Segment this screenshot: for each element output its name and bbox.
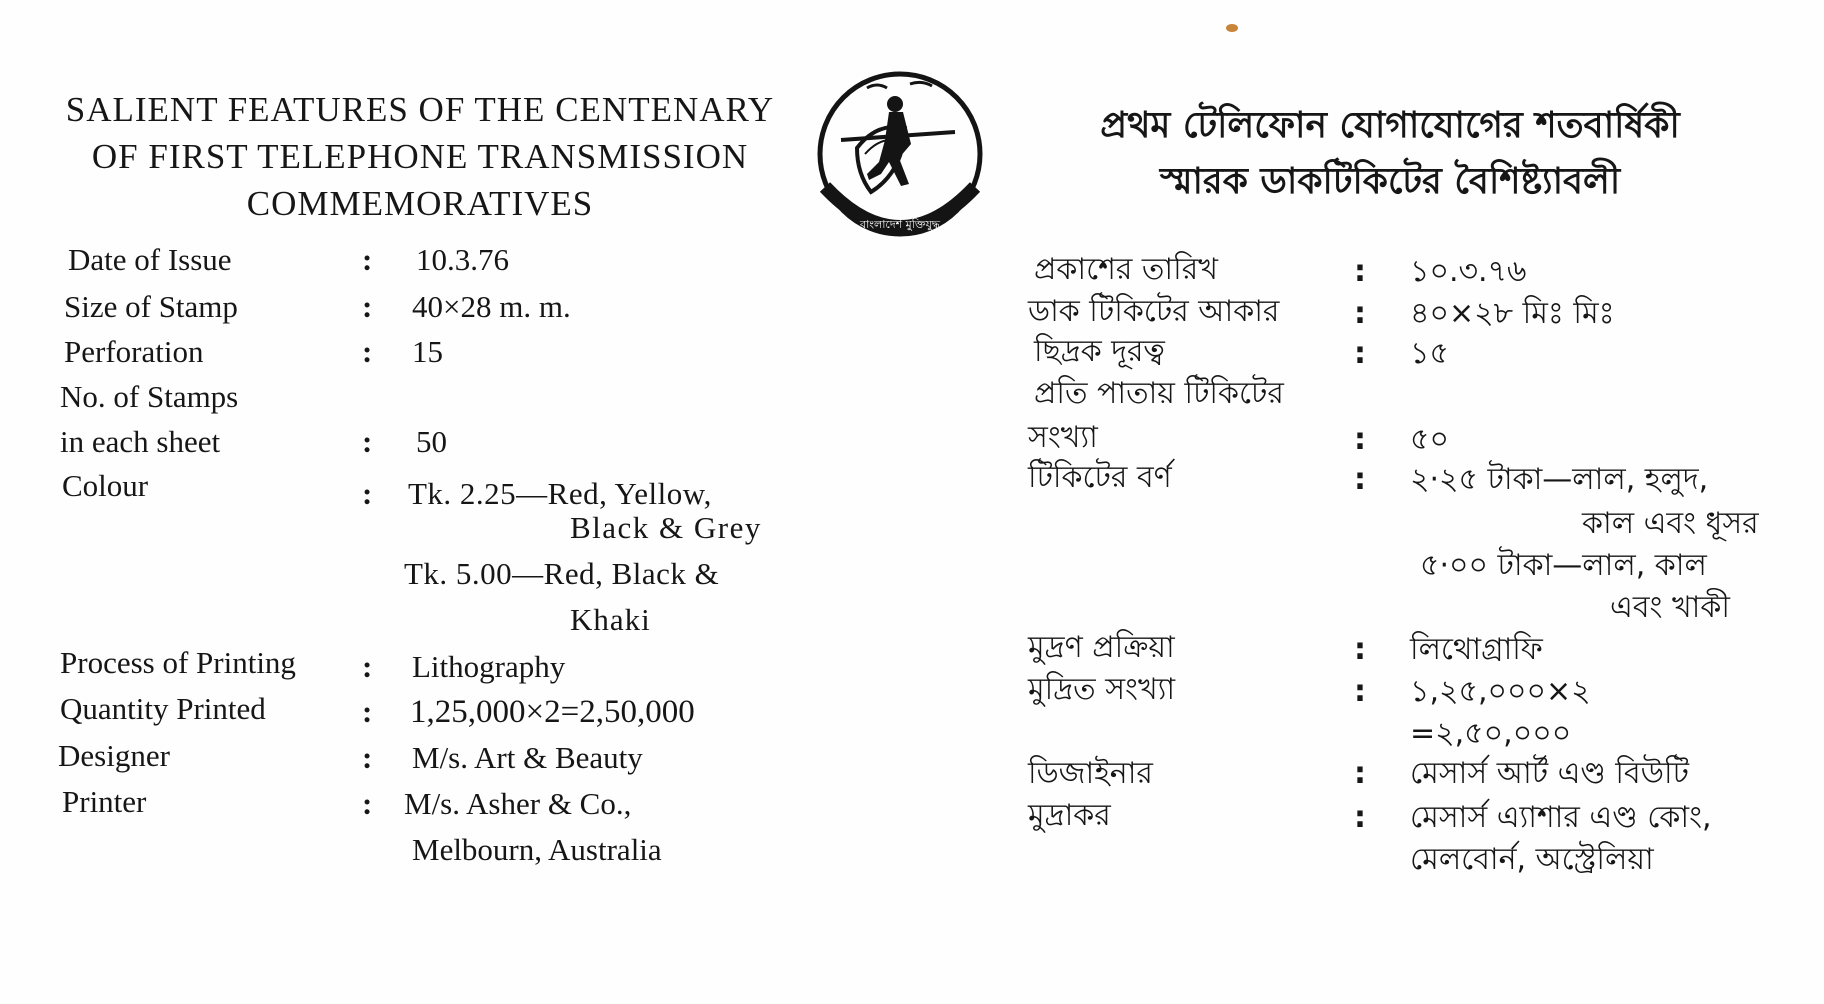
quantity-printed-value: 1,25,000×2=2,50,000: [410, 694, 695, 730]
colour-value-line: Black & Grey: [570, 510, 762, 545]
colour-value-line: Khaki: [570, 602, 651, 637]
bn-no-of-stamps-label-continued: সংখ্যা: [1028, 420, 1098, 455]
bn-date-of-issue-label: প্রকাশের তারিখ: [1034, 252, 1218, 287]
bn-date-of-issue-value: ১০.৩.৭৬: [1410, 254, 1527, 289]
perforation-value: 15: [412, 334, 443, 369]
bengali-title: [1020, 98, 1760, 210]
bn-designer-value: মেসার্স আর্ট এণ্ড বিউটি: [1410, 756, 1689, 791]
process-of-printing-colon: :: [362, 649, 373, 684]
paper-stain: [1226, 24, 1238, 32]
bn-size-of-stamp-label: ডাক টিকিটের আকার: [1028, 294, 1280, 329]
bn-colour-value-line: এবং খাকী: [1610, 590, 1730, 625]
colour-value-line: Tk. 5.00—Red, Black &: [404, 556, 720, 591]
english-title: [30, 86, 810, 227]
bn-quantity-printed-value-line: ১,২৫,০০০×২: [1410, 674, 1591, 709]
bn-no-of-stamps-colon: :: [1354, 422, 1366, 457]
no-of-stamps-label: No. of Stamps: [60, 379, 239, 414]
bn-designer-colon: :: [1354, 756, 1366, 791]
seal-caption: বাংলাদেশ মুক্তিযুদ্ধ: [860, 218, 940, 231]
no-of-stamps-label-continued: in each sheet: [60, 424, 221, 459]
size-of-stamp-colon: :: [362, 289, 373, 324]
printer-colon: :: [362, 786, 373, 821]
english-title-line: COMMEMORATIVES: [246, 184, 594, 223]
size-of-stamp-value: 40×28 m. m.: [412, 289, 571, 324]
bn-printer-value-line: মেসার্স এ্যাশার এণ্ড কোং,: [1410, 800, 1712, 835]
mukti-bahini-seal-icon: [805, 62, 995, 252]
designer-label: Designer: [58, 738, 170, 773]
perforation-colon: :: [362, 334, 373, 369]
bn-colour-value-line: কাল এবং ধূসর: [1582, 506, 1759, 541]
bn-printer-value-line: মেলবোর্ন, অস্ট্রেলিয়া: [1410, 842, 1654, 877]
bn-designer-label: ডিজাইনার: [1028, 756, 1153, 791]
printer-value-line: Melbourn, Australia: [412, 832, 662, 867]
bn-quantity-printed-label: মুদ্রিত সংখ্যা: [1028, 672, 1176, 707]
colour-label: Colour: [62, 468, 149, 503]
bn-process-of-printing-colon: :: [1354, 632, 1366, 667]
date-of-issue-value: 10.3.76: [416, 242, 509, 277]
bn-quantity-printed-value-line: =২,৫০,০০০: [1410, 716, 1572, 751]
perforation-label: Perforation: [64, 334, 204, 369]
designer-colon: :: [362, 740, 373, 775]
bn-process-of-printing-label: মুদ্রণ প্রক্রিয়া: [1028, 630, 1175, 665]
english-title-line: SALIENT FEATURES OF THE CENTENARY: [65, 90, 775, 129]
colour-value-line: Tk. 2.25—Red, Yellow,: [408, 476, 712, 511]
no-of-stamps-value: 50: [416, 424, 447, 459]
no-of-stamps-colon: :: [362, 424, 373, 459]
bn-colour-label: টিকিটের বর্ণ: [1028, 460, 1172, 495]
bengali-title-line: স্মারক ডাকটিকিটের বৈশিষ্ট্যাবলী: [1159, 161, 1621, 202]
colour-colon: :: [362, 476, 373, 511]
quantity-printed-colon: :: [362, 694, 373, 729]
printer-label: Printer: [62, 784, 147, 819]
bengali-title-line: প্রথম টেলিফোন যোগাযোগের শতবার্ষিকী: [1100, 105, 1680, 146]
quantity-printed-label: Quantity Printed: [60, 691, 266, 726]
english-title-line: OF FIRST TELEPHONE TRANSMISSION: [91, 137, 749, 176]
bn-size-of-stamp-colon: :: [1354, 296, 1366, 331]
bn-process-of-printing-value: লিথোগ্রাফি: [1410, 632, 1543, 667]
bn-no-of-stamps-label: প্রতি পাতায় টিকিটের: [1034, 376, 1284, 411]
process-of-printing-value: Lithography: [412, 649, 566, 684]
bn-printer-label: মুদ্রাকর: [1028, 798, 1111, 833]
date-of-issue-label: Date of Issue: [68, 242, 232, 277]
bn-printer-colon: :: [1354, 800, 1366, 835]
bn-size-of-stamp-value: ৪০×২৮ মিঃ মিঃ: [1410, 296, 1615, 331]
bn-date-of-issue-colon: :: [1354, 254, 1366, 289]
bn-perforation-value: ১৫: [1410, 336, 1449, 371]
bn-colour-value-line: ২·২৫ টাকা—লাল, হলুদ,: [1410, 462, 1709, 497]
printer-value-line: M/s. Asher & Co.,: [404, 786, 632, 821]
process-of-printing-label: Process of Printing: [60, 645, 296, 680]
bn-no-of-stamps-value: ৫০: [1410, 422, 1449, 457]
bn-colour-colon: :: [1354, 462, 1366, 497]
date-of-issue-colon: :: [362, 242, 373, 277]
size-of-stamp-label: Size of Stamp: [64, 289, 238, 324]
bn-colour-value-line: ৫·০০ টাকা—লাল, কাল: [1420, 548, 1707, 583]
designer-value: M/s. Art & Beauty: [412, 740, 643, 775]
bn-perforation-label: ছিদ্রক দূরত্ব: [1034, 334, 1165, 369]
bn-quantity-printed-colon: :: [1354, 674, 1366, 709]
bn-perforation-colon: :: [1354, 336, 1366, 371]
